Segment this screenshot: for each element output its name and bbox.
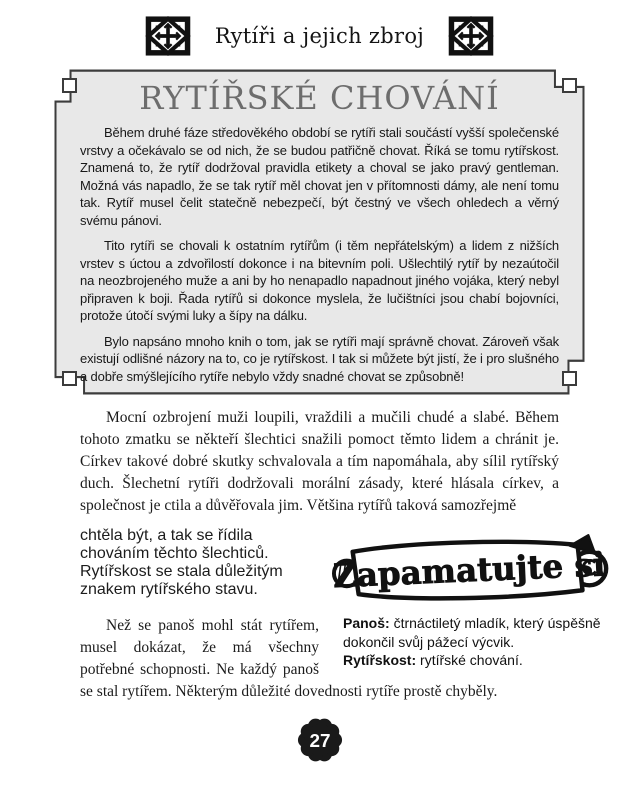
scroll-banner-icon xyxy=(331,529,617,614)
corner-square-icon xyxy=(562,78,577,93)
remember-callout xyxy=(331,529,606,670)
corner-square-icon xyxy=(62,78,77,93)
body-paragraph-part: Mocní ozbrojení muži loupili, vraždili a mučili chudé a slabé. Během tohoto zmatku se někteří šlechtici snažili pomoct těmto lidem a chránit je. Církev takové dobré skutky schvalovala a tím napomáhala, aby sílil rytířský duch. Šlechetní rytíři dodržovali morální zásady, které hlásala církev, a společnost je ctila a důvěřovala jim. Většina rytířů taková samozřejmě xyxy=(80,409,559,514)
definition-item xyxy=(343,651,617,670)
page-header xyxy=(0,0,639,56)
definition-item xyxy=(343,614,617,651)
page-number-badge xyxy=(293,713,347,767)
banner-label: Zapamatujte si xyxy=(332,544,606,596)
remember-definitions xyxy=(331,614,617,670)
body-paragraph-part: chtěla být, a tak se řídila chováním těchto šlechticů. Rytířskost se stala důležitým znakem rytířského stavu. xyxy=(80,527,283,598)
info-box-title: RYTÍŘSKÉ CHOVÁNÍ xyxy=(139,79,500,117)
page-number: 27 xyxy=(308,730,331,752)
flower-badge-icon xyxy=(293,713,347,767)
info-box xyxy=(54,69,585,395)
corner-square-icon xyxy=(562,371,577,386)
ornament-icon xyxy=(448,16,494,56)
definition-term: Panoš: xyxy=(343,615,390,631)
body-paragraph: Než se panoš mohl stát rytířem, musel dokázat, že má všechny potřebné schopnosti. Ne každý panoš se stal rytířem. Některým důležité dovednosti rytíře prostě chyběly. xyxy=(80,617,498,700)
corner-square-icon xyxy=(62,371,77,386)
info-paragraph: Bylo napsáno mnoho knih o tom, jak se rytíři mají správně chovat. Zároveň však existují odlišné názory na to, co je rytířskost. I tak si můžete být jistí, že i pro slušného a dobře smýšlejícího rytíře nebylo vždy snadné chovat se způsobně! xyxy=(80,333,559,384)
body-paragraph xyxy=(80,407,559,517)
definition-text: čtrnáctiletý mladík, který úspěšně dokončil svůj pážecí výcvik. xyxy=(343,615,601,650)
info-paragraph: Tito rytíři se chovali k ostatním rytířům (i těm nepřátelským) a lidem z nižších vrstev s úctou a zdvořilostí dokonce i na bitevním poli. Ušlechtilý rytíř by nezaútočil na neozbrojeného muže a ani by ho nenapadlo napadnout jiného vojáka, který nebyl připraven k boji. Řada rytířů si dokonce myslela, že lučištníci jsou chabí bojovníci, protože útočí svými luky a šípy na dálku. xyxy=(80,238,559,323)
main-text xyxy=(80,407,606,703)
info-paragraph: Během druhé fáze středověkého období se rytíři stali součástí vyšší společenské vrstvy a očekávalo se od nich, že se budou patřičně chovat. Říká se tomu rytířskost. Znamená to, že rytíř dodržoval pravidla etikety a choval se jako pravý gentleman. Možná vás napadlo, že se tak rytíř měl chovat jen v přítomnosti dámy, ale není tomu tak. Rytíř musel čelit statečně nebezpečí, být čestný ve všech ohledech a věrný svému pánovi. xyxy=(80,125,559,228)
page-title: Rytíři a jejich zbroj xyxy=(214,24,425,48)
definition-text: rytířské chování. xyxy=(420,652,523,668)
ornament-icon xyxy=(145,16,191,56)
definition-term: Rytířskost: xyxy=(343,652,417,668)
